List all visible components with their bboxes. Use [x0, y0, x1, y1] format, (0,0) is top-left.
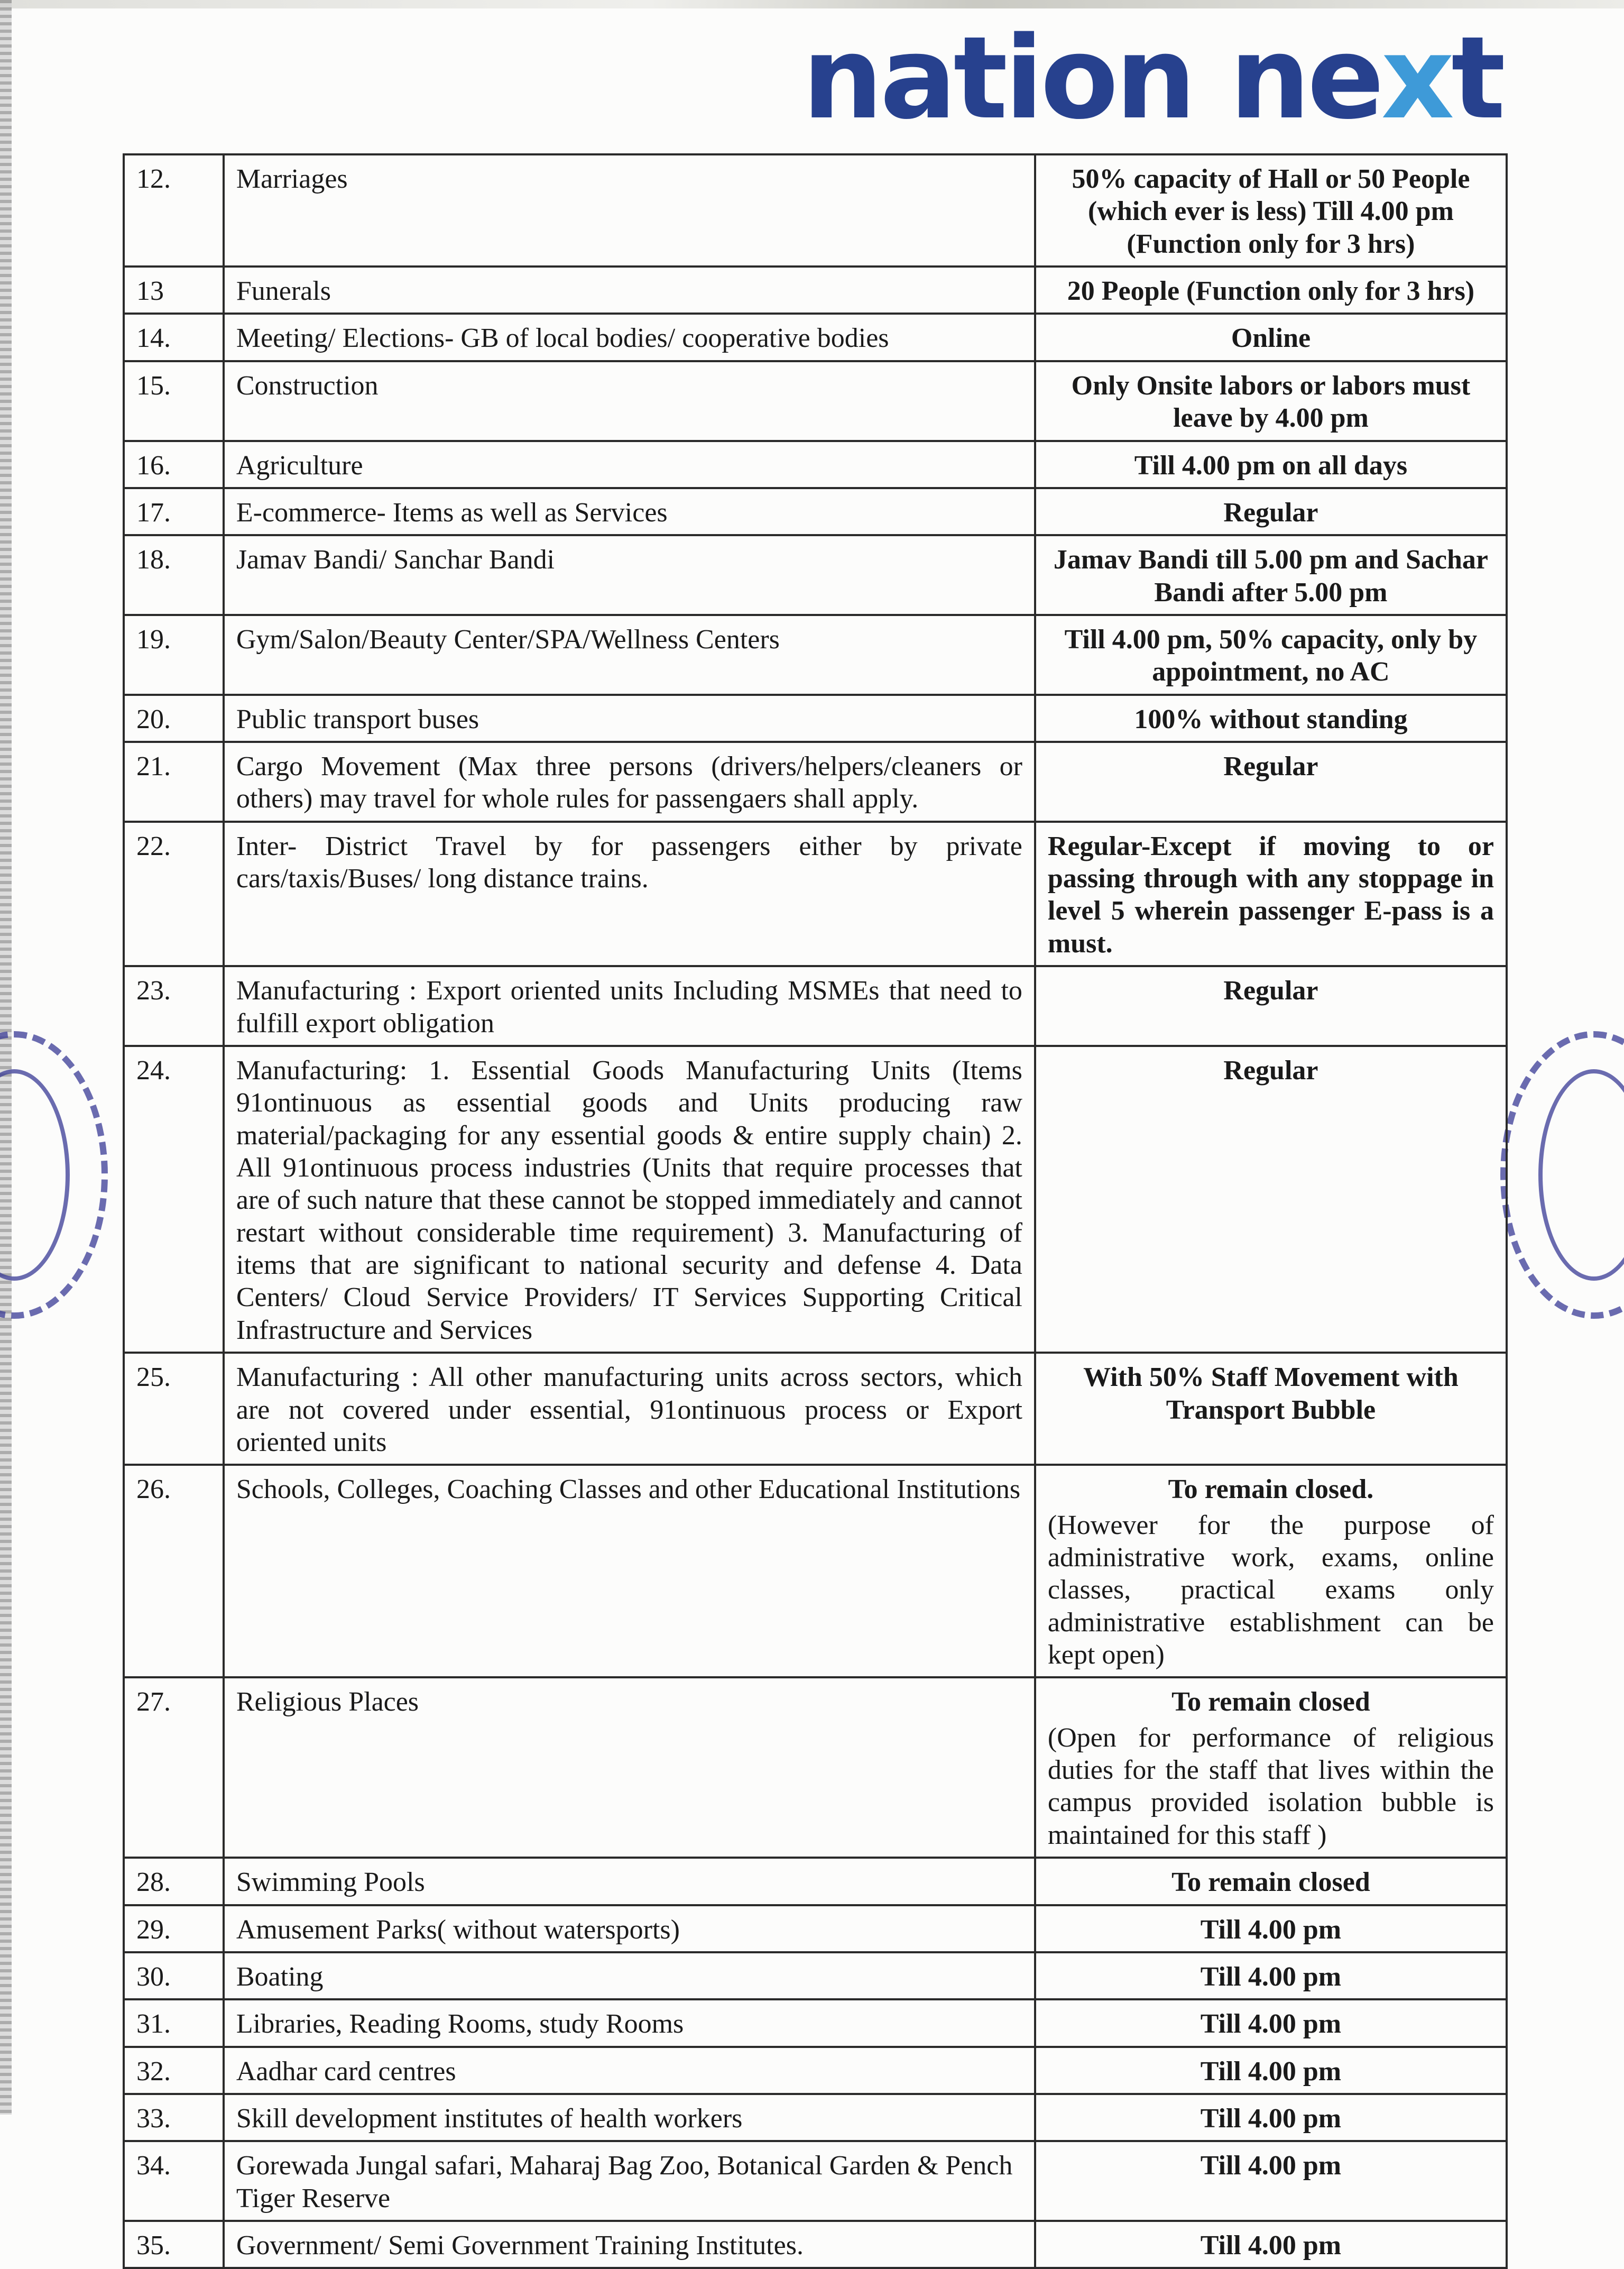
table-row — [124, 1905, 1507, 1952]
table-row — [124, 314, 1507, 361]
table-row — [124, 2047, 1507, 2094]
rule-text: Till 4.00 pm — [1200, 2230, 1342, 2261]
rule-text: To remain closed. — [1168, 1474, 1374, 1505]
rule-text: Till 4.00 pm on all days — [1134, 450, 1408, 481]
table-row — [124, 267, 1507, 314]
activity-cell: Jamav Bandi/ Sanchar Bandi — [224, 535, 1035, 615]
table-row — [124, 1677, 1507, 1858]
table-row — [124, 2221, 1507, 2268]
table-row — [124, 1952, 1507, 1999]
activity-cell: Construction — [224, 361, 1035, 441]
rule-text: Till 4.00 pm — [1200, 1961, 1342, 1992]
nation-next-logo: nation next — [802, 12, 1502, 144]
activity-cell: Aadhar card centres — [224, 2047, 1035, 2094]
activity-cell: Agriculture — [224, 441, 1035, 488]
activity-cell: Public transport buses — [224, 695, 1035, 742]
rule-cell — [1035, 1999, 1507, 2046]
rule-text: With 50% Staff Movement with Transport Bubble — [1083, 1362, 1459, 1425]
activity-cell: Manufacturing: 1. Essential Goods Manufacturing Units (Items 91ontinuous as essential goods and Units producing raw material/packaging for any essential goods & entire supply chain) 2. All 91ontinuous process industries (Units that require processes that are of such nature that these cannot be stopped immediately and cannot restart without considerable time requirement) 3. Manufacturing of items that are significant to national security and defense 4. Data Centers/ Cloud Service Providers/ IT Services Supporting Critical Infrastructure and Services — [224, 1046, 1035, 1353]
table-row — [124, 361, 1507, 441]
rule-cell — [1035, 1465, 1507, 1677]
row-number: 24. — [124, 1046, 224, 1353]
rule-cell — [1035, 267, 1507, 314]
row-number: 29. — [124, 1905, 224, 1952]
row-number: 14. — [124, 314, 224, 361]
row-number: 21. — [124, 742, 224, 822]
activity-cell: Religious Places — [224, 1677, 1035, 1858]
row-number: 23. — [124, 966, 224, 1046]
rule-text: Jamav Bandi till 5.00 pm and Sachar Bandi after 5.00 pm — [1053, 545, 1488, 608]
rule-cell — [1035, 2221, 1507, 2268]
rule-note: (However for the purpose of administrative work, exams, online classes, practical exams only administrative establishment can be kept open) — [1047, 1510, 1494, 1670]
rule-cell — [1035, 441, 1507, 488]
rule-cell — [1035, 822, 1507, 966]
rule-cell — [1035, 2094, 1507, 2141]
row-number: 12. — [124, 154, 224, 267]
row-number: 33. — [124, 2094, 224, 2141]
rule-note: (Open for performance of religious duties for the staff that lives within the campus provided isolation bubble is maintained for this staff ) — [1047, 1722, 1494, 1850]
table-row — [124, 966, 1507, 1046]
activity-cell: Skill development institutes of health workers — [224, 2094, 1035, 2141]
row-number: 26. — [124, 1465, 224, 1677]
guidelines-table — [123, 153, 1508, 2269]
rule-text: To remain closed — [1171, 1867, 1370, 1898]
rule-text: Regular — [1223, 1055, 1318, 1086]
rule-text: Regular — [1223, 976, 1318, 1006]
table-row — [124, 154, 1507, 267]
row-number: 18. — [124, 535, 224, 615]
rule-cell — [1035, 1353, 1507, 1465]
table-row — [124, 1046, 1507, 1353]
rule-cell — [1035, 1677, 1507, 1858]
activity-cell: Inter- District Travel by for passengers either by private cars/taxis/Buses/ long distance trains. — [224, 822, 1035, 966]
rule-cell — [1035, 966, 1507, 1046]
row-number: 16. — [124, 441, 224, 488]
table-row — [124, 695, 1507, 742]
rule-cell — [1035, 154, 1507, 267]
table-row — [124, 1465, 1507, 1677]
table-row — [124, 615, 1507, 695]
rule-cell — [1035, 361, 1507, 441]
rule-text: Till 4.00 pm, 50% capacity, only by appointment, no AC — [1064, 624, 1478, 687]
table-row — [124, 1858, 1507, 1905]
activity-cell: Gorewada Jungal safari, Maharaj Bag Zoo, Botanical Garden & Pench Tiger Reserve — [224, 2141, 1035, 2221]
rule-text: Regular-Except if moving to or passing through with any stoppage in level 5 wherein passenger E-pass is a must. — [1047, 831, 1494, 959]
activity-cell: Boating — [224, 1952, 1035, 1999]
rule-text: Till 4.00 pm — [1200, 2103, 1342, 2134]
row-number: 20. — [124, 695, 224, 742]
rule-cell — [1035, 615, 1507, 695]
rule-cell — [1035, 535, 1507, 615]
row-number: 25. — [124, 1353, 224, 1465]
row-number: 13 — [124, 267, 224, 314]
activity-cell: Swimming Pools — [224, 1858, 1035, 1905]
activity-cell: Meeting/ Elections- GB of local bodies/ cooperative bodies — [224, 314, 1035, 361]
table-row — [124, 2094, 1507, 2141]
rule-cell — [1035, 1952, 1507, 1999]
rule-cell — [1035, 1046, 1507, 1353]
rule-text: 50% capacity of Hall or 50 People (which ever is less) Till 4.00 pm (Function only for 3 hrs) — [1072, 164, 1470, 259]
activity-cell: Manufacturing : All other manufacturing units across sectors, which are not covered under essential, 91ontinuous process or Export oriented units — [224, 1353, 1035, 1465]
rule-text: Till 4.00 pm — [1200, 1914, 1342, 1945]
row-number: 32. — [124, 2047, 224, 2094]
rule-text: Online — [1231, 323, 1311, 354]
row-number: 30. — [124, 1952, 224, 1999]
row-number: 28. — [124, 1858, 224, 1905]
rule-text: 100% without standing — [1134, 704, 1408, 734]
activity-cell: Manufacturing : Export oriented units Including MSMEs that need to fulfill export obligation — [224, 966, 1035, 1046]
row-number: 22. — [124, 822, 224, 966]
rule-cell — [1035, 488, 1507, 535]
row-number: 35. — [124, 2221, 224, 2268]
activity-cell: Amusement Parks( without watersports) — [224, 1905, 1035, 1952]
rule-cell — [1035, 1858, 1507, 1905]
activity-cell: Libraries, Reading Rooms, study Rooms — [224, 1999, 1035, 2046]
activity-cell: Funerals — [224, 267, 1035, 314]
rule-text: Till 4.00 pm — [1200, 2009, 1342, 2040]
table-row — [124, 1999, 1507, 2046]
rule-text: Regular — [1223, 497, 1318, 528]
rule-text: To remain closed — [1171, 1687, 1370, 1717]
row-number: 27. — [124, 1677, 224, 1858]
activity-cell: Government/ Semi Government Training Institutes. — [224, 2221, 1035, 2268]
scan-top-edge — [0, 0, 1624, 8]
activity-cell: Gym/Salon/Beauty Center/SPA/Wellness Centers — [224, 615, 1035, 695]
rule-text: Till 4.00 pm — [1200, 2056, 1342, 2087]
table-row — [124, 441, 1507, 488]
rule-text: Only Onsite labors or labors must leave by 4.00 pm — [1071, 370, 1471, 434]
rule-text: 20 People (Function only for 3 hrs) — [1067, 276, 1475, 307]
activity-cell: Schools, Colleges, Coaching Classes and other Educational Institutions — [224, 1465, 1035, 1677]
table-row — [124, 1353, 1507, 1465]
rule-cell — [1035, 2141, 1507, 2221]
table-row — [124, 822, 1507, 966]
rule-text: Till 4.00 pm — [1200, 2151, 1342, 2181]
row-number: 31. — [124, 1999, 224, 2046]
table-row — [124, 535, 1507, 615]
row-number: 17. — [124, 488, 224, 535]
official-seal-left — [0, 1031, 108, 1319]
official-seal-right — [1500, 1031, 1624, 1319]
table-row — [124, 742, 1507, 822]
row-number: 34. — [124, 2141, 224, 2221]
row-number: 19. — [124, 615, 224, 695]
activity-cell: Marriages — [224, 154, 1035, 267]
rule-cell — [1035, 742, 1507, 822]
table-row — [124, 488, 1507, 535]
rule-cell — [1035, 314, 1507, 361]
activity-cell: E-commerce- Items as well as Services — [224, 488, 1035, 535]
row-number: 15. — [124, 361, 224, 441]
rule-cell — [1035, 695, 1507, 742]
table-row — [124, 2141, 1507, 2221]
rule-text: Regular — [1223, 751, 1318, 782]
rule-cell — [1035, 2047, 1507, 2094]
rule-cell — [1035, 1905, 1507, 1952]
activity-cell: Cargo Movement (Max three persons (drivers/helpers/cleaners or others) may travel for whole rules for passengaers shall apply. — [224, 742, 1035, 822]
